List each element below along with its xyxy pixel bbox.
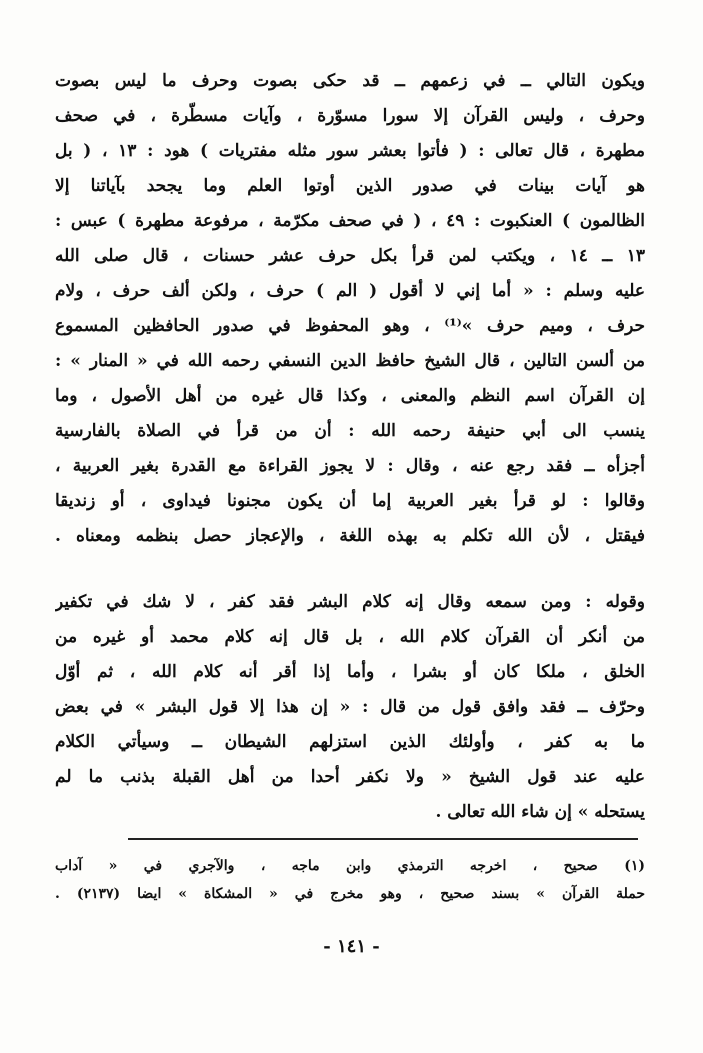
- footnote-line: حملة القرآن » بسند صحيح ، وهو مخرج في « المشكاة » ايضا (٢١٣٧) .: [55, 886, 645, 902]
- text-line: فيقتل ، لأن الله تكلم به بهذه اللغة ، والإعجاز حصل بنظمه ومعناه .: [55, 526, 645, 546]
- text-line: ما به كفر ، وأولئك الذين استزلهم الشيطان ــ وسيأتي الكلام: [55, 732, 645, 752]
- footnote-line: (١) صحيح ، اخرجه الترمذي وابن ماجه ، والآجري في « آداب: [55, 858, 645, 874]
- text-line: مطهرة ، قال تعالى : ( فأتوا بعشر سور مثله مفتريات ) هود : ١٣ ، ( بل: [55, 141, 645, 161]
- text-line: وقوله : ومن سمعه وقال إنه كلام البشر فقد كفر ، لا شك في تكفير: [55, 592, 645, 612]
- text-line: حرف ، وميم حرف »⁽¹⁾ ، وهو المحفوظ في صدور الحافظين المسموع: [55, 316, 645, 336]
- text-line: الظالمون ) العنكبوت : ٤٩ ، ( في صحف مكرّمة ، مرفوعة مطهرة ) عبس :: [55, 211, 645, 231]
- text-line: عليه عند قول الشيخ « ولا نكفر أحدا من أهل القبلة بذنب ما لم: [55, 767, 645, 787]
- text-line: الخلق ، ملكا كان أو بشرا ، وأما إذا أقر أنه كلام الله ، ثم أوّل: [55, 662, 645, 682]
- text-line: وحرف ، وليس القرآن إلا سورا مسوّرة ، وآيات مسطّرة ، في صحف: [55, 106, 645, 126]
- text-line: من أنكر أن القرآن كلام الله ، بل قال إنه كلام محمد أو غيره من: [55, 627, 645, 647]
- text-line: هو آيات بينات في صدور الذين أوتوا العلم وما يجحد بآياتنا إلا: [55, 176, 645, 196]
- text-line: من ألسن التالين ، قال الشيخ حافظ الدين النسفي رحمه الله في « المنار » :: [55, 351, 645, 371]
- text-line: ١٣ ــ ١٤ ، ويكتب لمن قرأ بكل حرف عشر حسنات ، قال صلى الله: [55, 246, 645, 266]
- text-line: عليه وسلم : « أما إني لا أقول ( الم ) حرف ، ولكن ألف حرف ، ولام: [55, 281, 645, 301]
- footnote: [55, 852, 645, 908]
- main-paragraph-2: [55, 585, 645, 830]
- text-line: وقالوا : لو قرأ بغير العربية إما أن يكون مجنونا فيداوى ، أو زنديقا: [55, 491, 645, 511]
- text-line: ينسب الى أبي حنيفة رحمه الله : أن من قرأ في الصلاة بالفارسية: [55, 421, 645, 441]
- page-number: - ١٤١ -: [323, 936, 380, 957]
- text-line: إن القرآن اسم النظم والمعنى ، وكذا قال غيره من أهل الأصول ، وما: [55, 386, 645, 406]
- text-line: وحرّف ــ فقد وافق قول من قال : « إن هذا إلا قول البشر » في بعض: [55, 697, 645, 717]
- text-line: يستحله » إن شاء الله تعالى .: [435, 802, 645, 822]
- text-line: ويكون التالي ــ في زعمهم ــ قد حكى بصوت وحرف ما ليس بصوت: [55, 71, 645, 91]
- footnote-divider: [128, 838, 638, 840]
- text-line: أجزأه ــ فقد رجع عنه ، وقال : لا يجوز القراءة مع القدرة بغير العربية ،: [55, 456, 645, 476]
- main-paragraph-1: [55, 64, 645, 554]
